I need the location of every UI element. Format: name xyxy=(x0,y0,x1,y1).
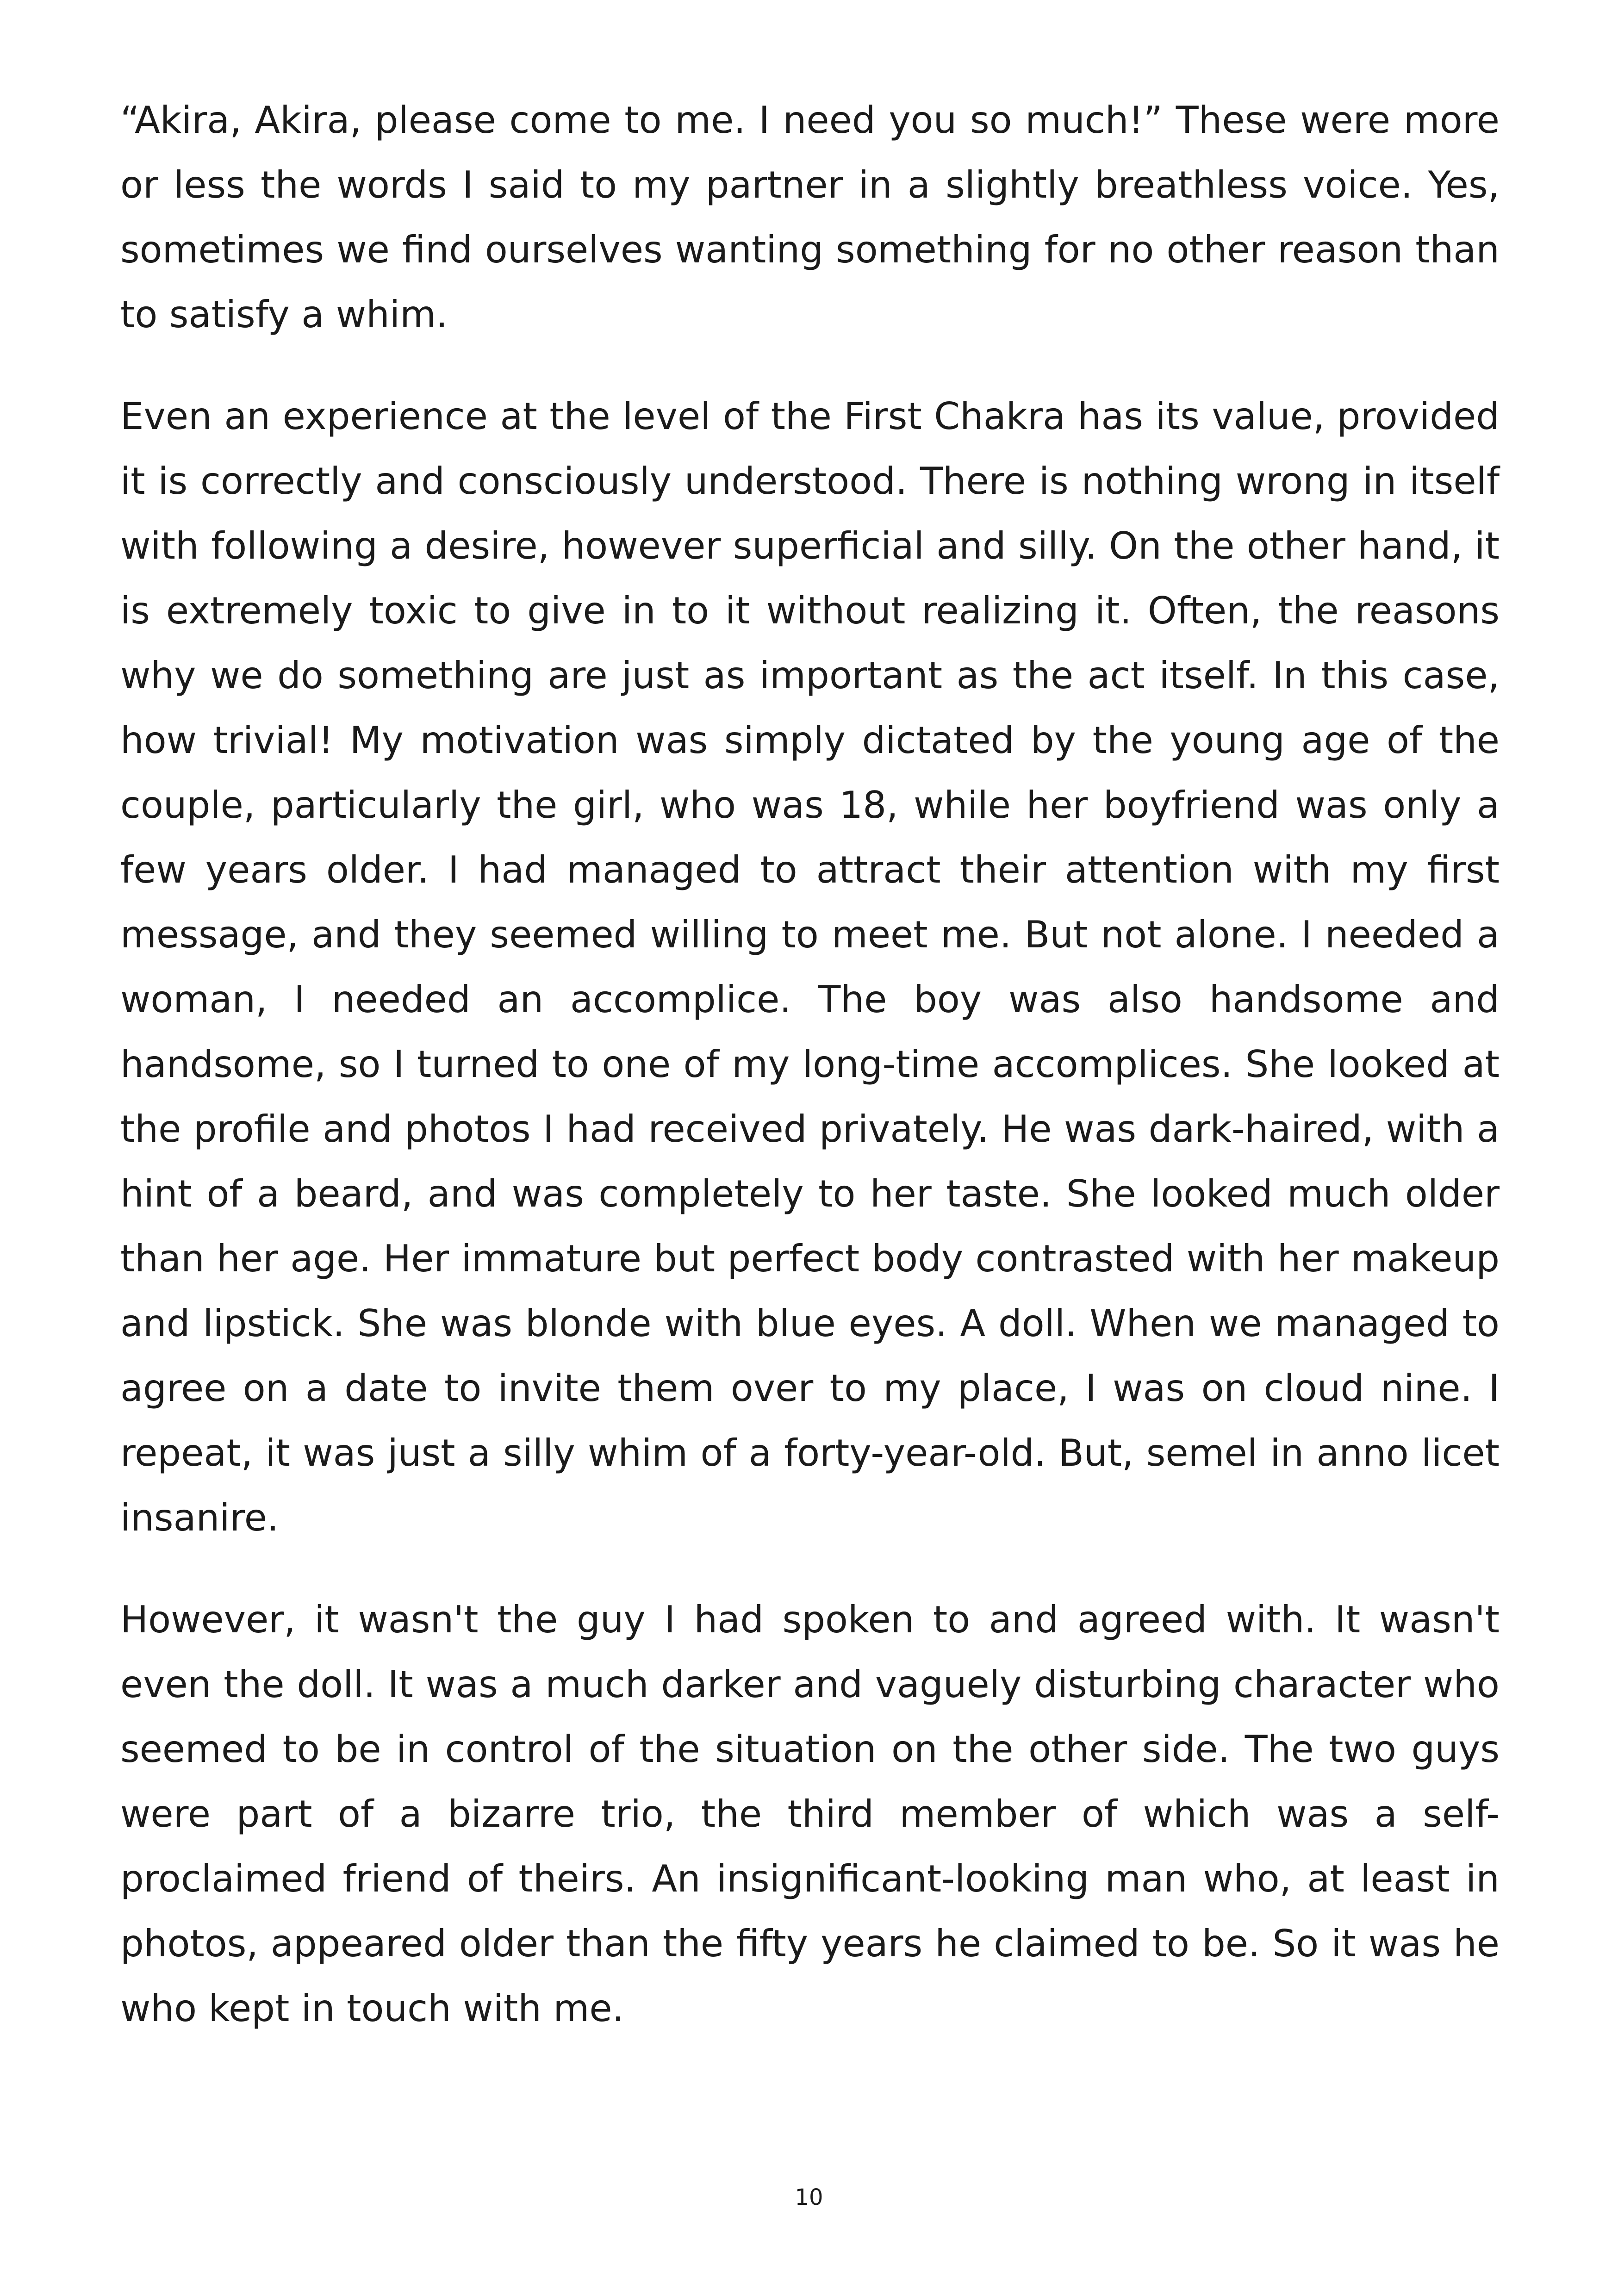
paragraph-3: However, it wasn't the guy I had spoken to and agreed with. It wasn't even the doll. It was a much darker and vaguely disturbing character who seemed to be in control of the situation on the other side. The two guys were part of a bizarre trio, the third member of which was a self-proclaimed friend of theirs. An insignificant-looking man who, at least in photos, appeared older than the fifty years he claimed to be. So it was he who kept in touch with me. xyxy=(120,1598,1500,2030)
page-number: 10 xyxy=(795,2184,823,2210)
paragraph-2: Even an experience at the level of the First Chakra has its value, provided it is correctly and consciously understood. There is nothing wrong in itself with following a desire, however superficial and silly. On the other hand, it is extremely toxic to give in to it without realizing it. Often, the reasons why we do something are just as important as the act itself. In this case, how trivial! My motivation was simply dictated by the young age of the couple, particularly the girl, who was 18, while her boyfriend was only a few years older. I had managed to attract their attention with my first message, and they seemed willing to meet me. But not alone. I needed a woman, I needed an accomplice. The boy was also handsome and handsome, so I turned to one of my long-time accomplices. She looked at the profile and photos I had received privately. He was dark-haired, with a hint of a beard, and was completely to her taste. She looked much older than her age. Her immature but perfect body contrasted with her makeup and lipstick. She was blonde with blue eyes. A doll. When we managed to agree on a date to invite them over to my place, I was on cloud nine. I repeat, it was just a silly whim of a forty-year-old. But, semel in anno licet insanire. xyxy=(120,395,1500,1539)
paragraph-1: “Akira, Akira, please come to me. I need you so much!” These were more or less the words I said to my partner in a slightly breathless voice. Yes, sometimes we find ourselves wanting something for no other reason than to satisfy a whim. xyxy=(120,99,1500,336)
body-text xyxy=(120,88,1500,2078)
